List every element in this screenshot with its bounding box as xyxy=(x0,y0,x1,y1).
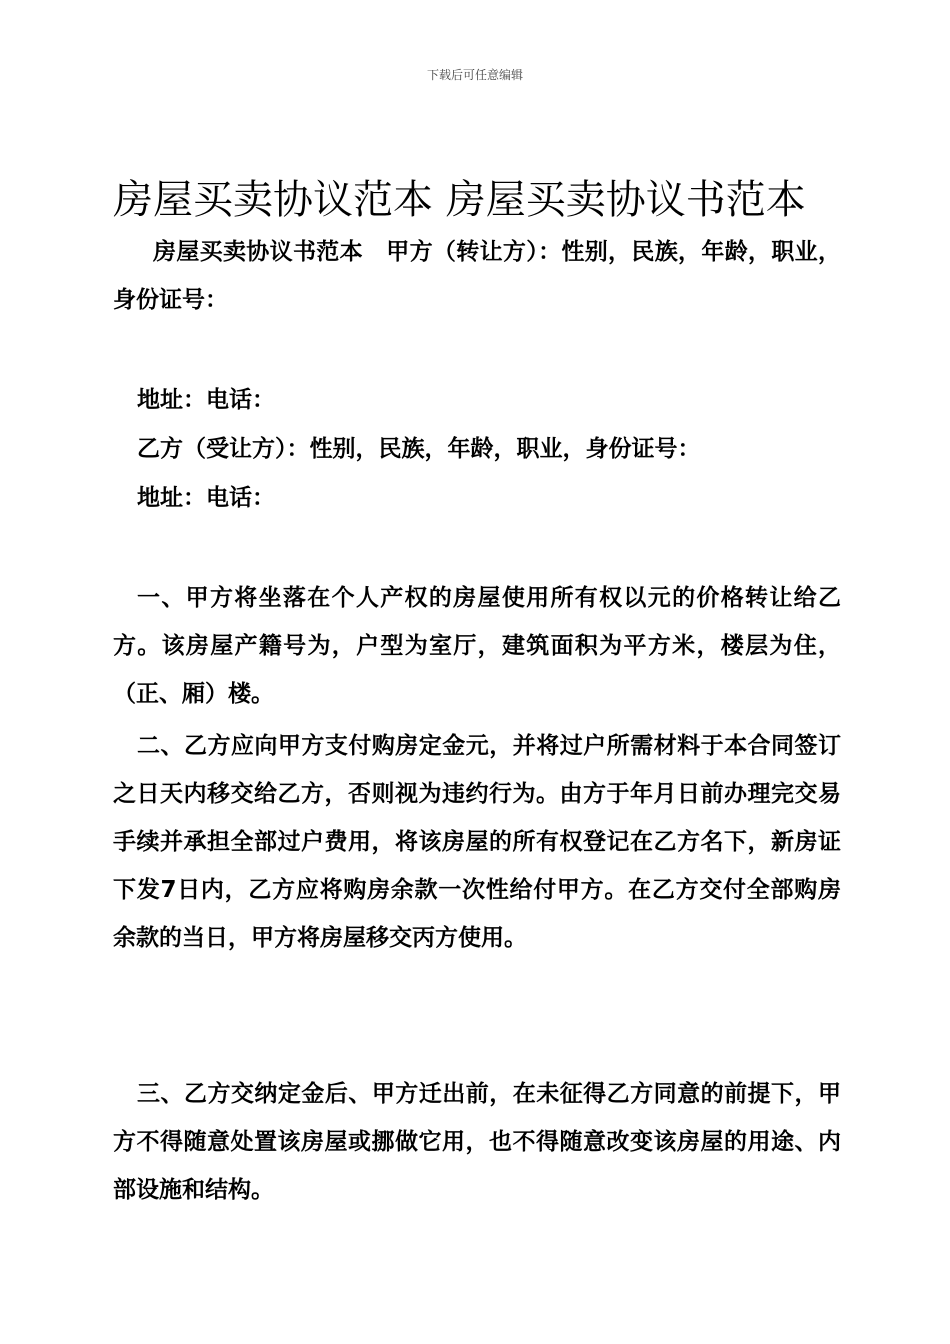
clause-1: 一、甲方将坐落在个人产权的房屋使用所有权以元的价格转让给乙方。该房屋产籍号为，户型为室厅，建筑面积为平方米，楼层为住，（正、厢）楼。 xyxy=(113,585,841,707)
clause-2: 二、乙方应向甲方支付购房定金元，并将过户所需材料于本合同签订之日天内移交给乙方，否则视为违约行为。由方于年月日前办理完交易手续并承担全部过户费用，将该房屋的所有权登记在乙方名下，新房证下发7日内，乙方应将购房余款一次性给付甲方。在乙方交付全部购房余款的当日，甲方将房屋移交丙方使用。 xyxy=(113,733,841,951)
header-note: 下载后可任意编辑 xyxy=(426,68,523,82)
party-a-address: 地址：电话： xyxy=(137,387,275,413)
page-title: 房屋买卖协议范本 房屋买卖协议书范本 xyxy=(113,177,806,223)
clause-3: 三、乙方交纳定金后、甲方迁出前，在未征得乙方同意的前提下，甲方不得随意处置该房屋或挪做它用，也不得随意改变该房屋的用途、内部设施和结构。 xyxy=(113,1081,841,1203)
party-b-info: 乙方（受让方）：性别，民族，年龄，职业，身份证号： xyxy=(137,436,701,462)
intro-paragraph: 房屋买卖协议书范本 甲方（转让方）：性别，民族，年龄，职业，身份证号： xyxy=(113,239,841,313)
party-b-address: 地址：电话： xyxy=(137,485,275,511)
